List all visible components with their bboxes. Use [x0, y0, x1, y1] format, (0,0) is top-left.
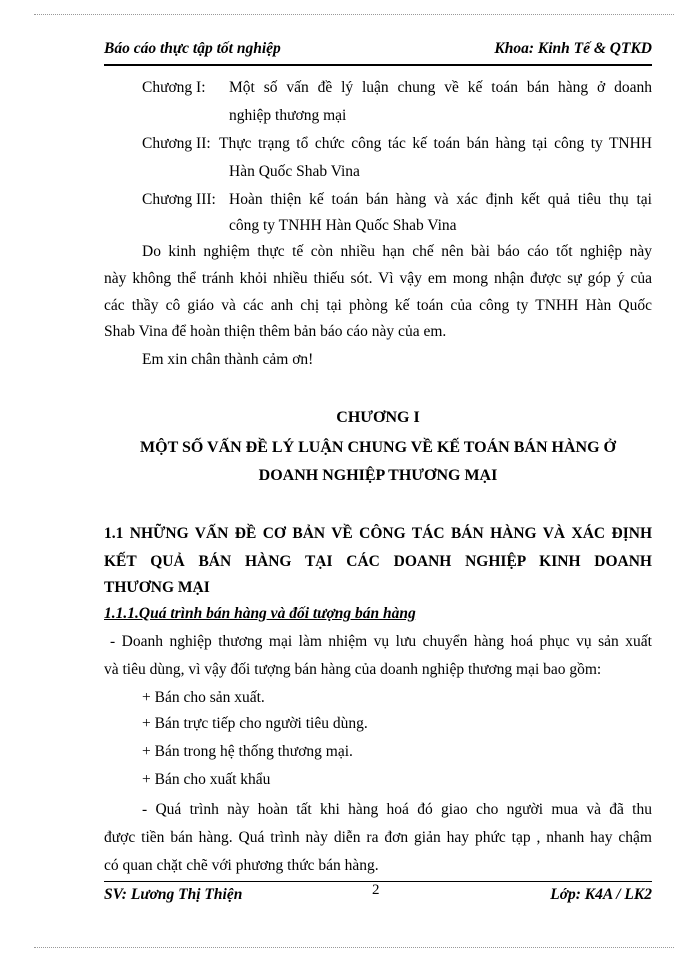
outline-ch2-label: Chương II:	[142, 135, 211, 152]
bullet-item: + Bán trong hệ thống thương mại.	[142, 743, 353, 760]
outline-ch2-line1: Thực trạng tổ chức công tác kế toán bán hàng tại công ty TNHH	[219, 135, 652, 152]
thanks-line: Em xin chân thành cảm ơn!	[142, 351, 314, 368]
page-footer	[104, 882, 652, 908]
outline-ch1-line2: nghiệp thương mại	[229, 107, 347, 124]
outline-ch2-line2: Hàn Quốc Shab Vina	[229, 163, 360, 180]
section-heading-line1: 1.1 NHỮNG VẤN ĐỀ CƠ BẢN VỀ CÔNG TÁC BÁN HÀNG VÀ XÁC ĐỊNH	[104, 525, 652, 542]
page-header	[104, 40, 652, 62]
body-p2-line3: có quan chặt chẽ với phương thức bán hàng.	[104, 857, 379, 874]
bullet-item: + Bán cho xuất khẩu	[142, 771, 271, 788]
section-heading-line2: KẾT QUẢ BÁN HÀNG TẠI CÁC DOANH NGHIỆP KINH DOANH	[104, 553, 652, 570]
intro-line-3: các thầy cô giáo và các anh chị tại phòng kế toán của công ty TNHH Hàn Quốc	[104, 297, 652, 314]
outline-ch3-line1: Hoàn thiện kế toán bán hàng và xác định kết quả tiêu thụ tại	[229, 191, 652, 208]
header-left: Báo cáo thực tập tốt nghiệp	[104, 40, 281, 57]
footer-class: Lớp: K4A / LK2	[550, 886, 652, 903]
chapter-title-line2: DOANH NGHIỆP THƯƠNG MẠI	[258, 467, 498, 484]
bullet-item: + Bán trực tiếp cho người tiêu dùng.	[142, 715, 368, 732]
intro-line-1: Do kinh nghiệm thực tế còn nhiều hạn chế nên bài báo cáo tốt nghiệp này	[142, 243, 652, 260]
bullet-item: + Bán cho sản xuất.	[142, 689, 265, 706]
section-heading-line3: THƯƠNG MẠI	[104, 579, 210, 596]
outline-ch3-line2: công ty TNHH Hàn Quốc Shab Vina	[229, 217, 457, 234]
body-p2-line2: được tiền bán hàng. Quá trình này diễn ra đơn giản hay phức tạp , nhanh hay chậm	[104, 829, 652, 846]
chapter-title-line1: MỘT SỐ VẤN ĐỀ LÝ LUẬN CHUNG VỀ KẾ TOÁN BÁN HÀNG Ở	[140, 439, 616, 456]
body-p1-line1: - Doanh nghiệp thương mại làm nhiệm vụ lưu chuyển hàng hoá phục vụ sản xuất	[110, 633, 652, 650]
header-rule	[104, 64, 652, 66]
body-p2-line1: - Quá trình này hoàn tất khi hàng hoá đó giao cho người mua và đã thu	[142, 801, 652, 818]
subsection-heading: 1.1.1.Quá trình bán hàng và đối tượng bán hàng	[104, 605, 416, 622]
intro-line-4: Shab Vina để hoàn thiện thêm bản báo cáo này của em.	[104, 323, 447, 340]
outline-ch3-label: Chương III:	[142, 191, 216, 208]
intro-line-2: này không thể tránh khỏi nhiều thiếu sót. Vì vậy em mong nhận được sự góp ý của	[104, 270, 652, 287]
header-right: Khoa: Kinh Tế & QTKD	[494, 40, 652, 57]
outline-ch1-line1: Một số vấn đề lý luận chung về kế toán bán hàng ở doanh	[229, 79, 652, 96]
outline-ch1-label: Chương I:	[142, 79, 206, 96]
body-p1-line2: và tiêu dùng, vì vậy đối tượng bán hàng của doanh nghiệp thương mại bao gồm:	[104, 661, 602, 678]
chapter-number: CHƯƠNG I	[336, 409, 420, 426]
footer-student: SV: Lương Thị Thiện	[104, 886, 243, 903]
page-number: 2	[372, 882, 380, 898]
